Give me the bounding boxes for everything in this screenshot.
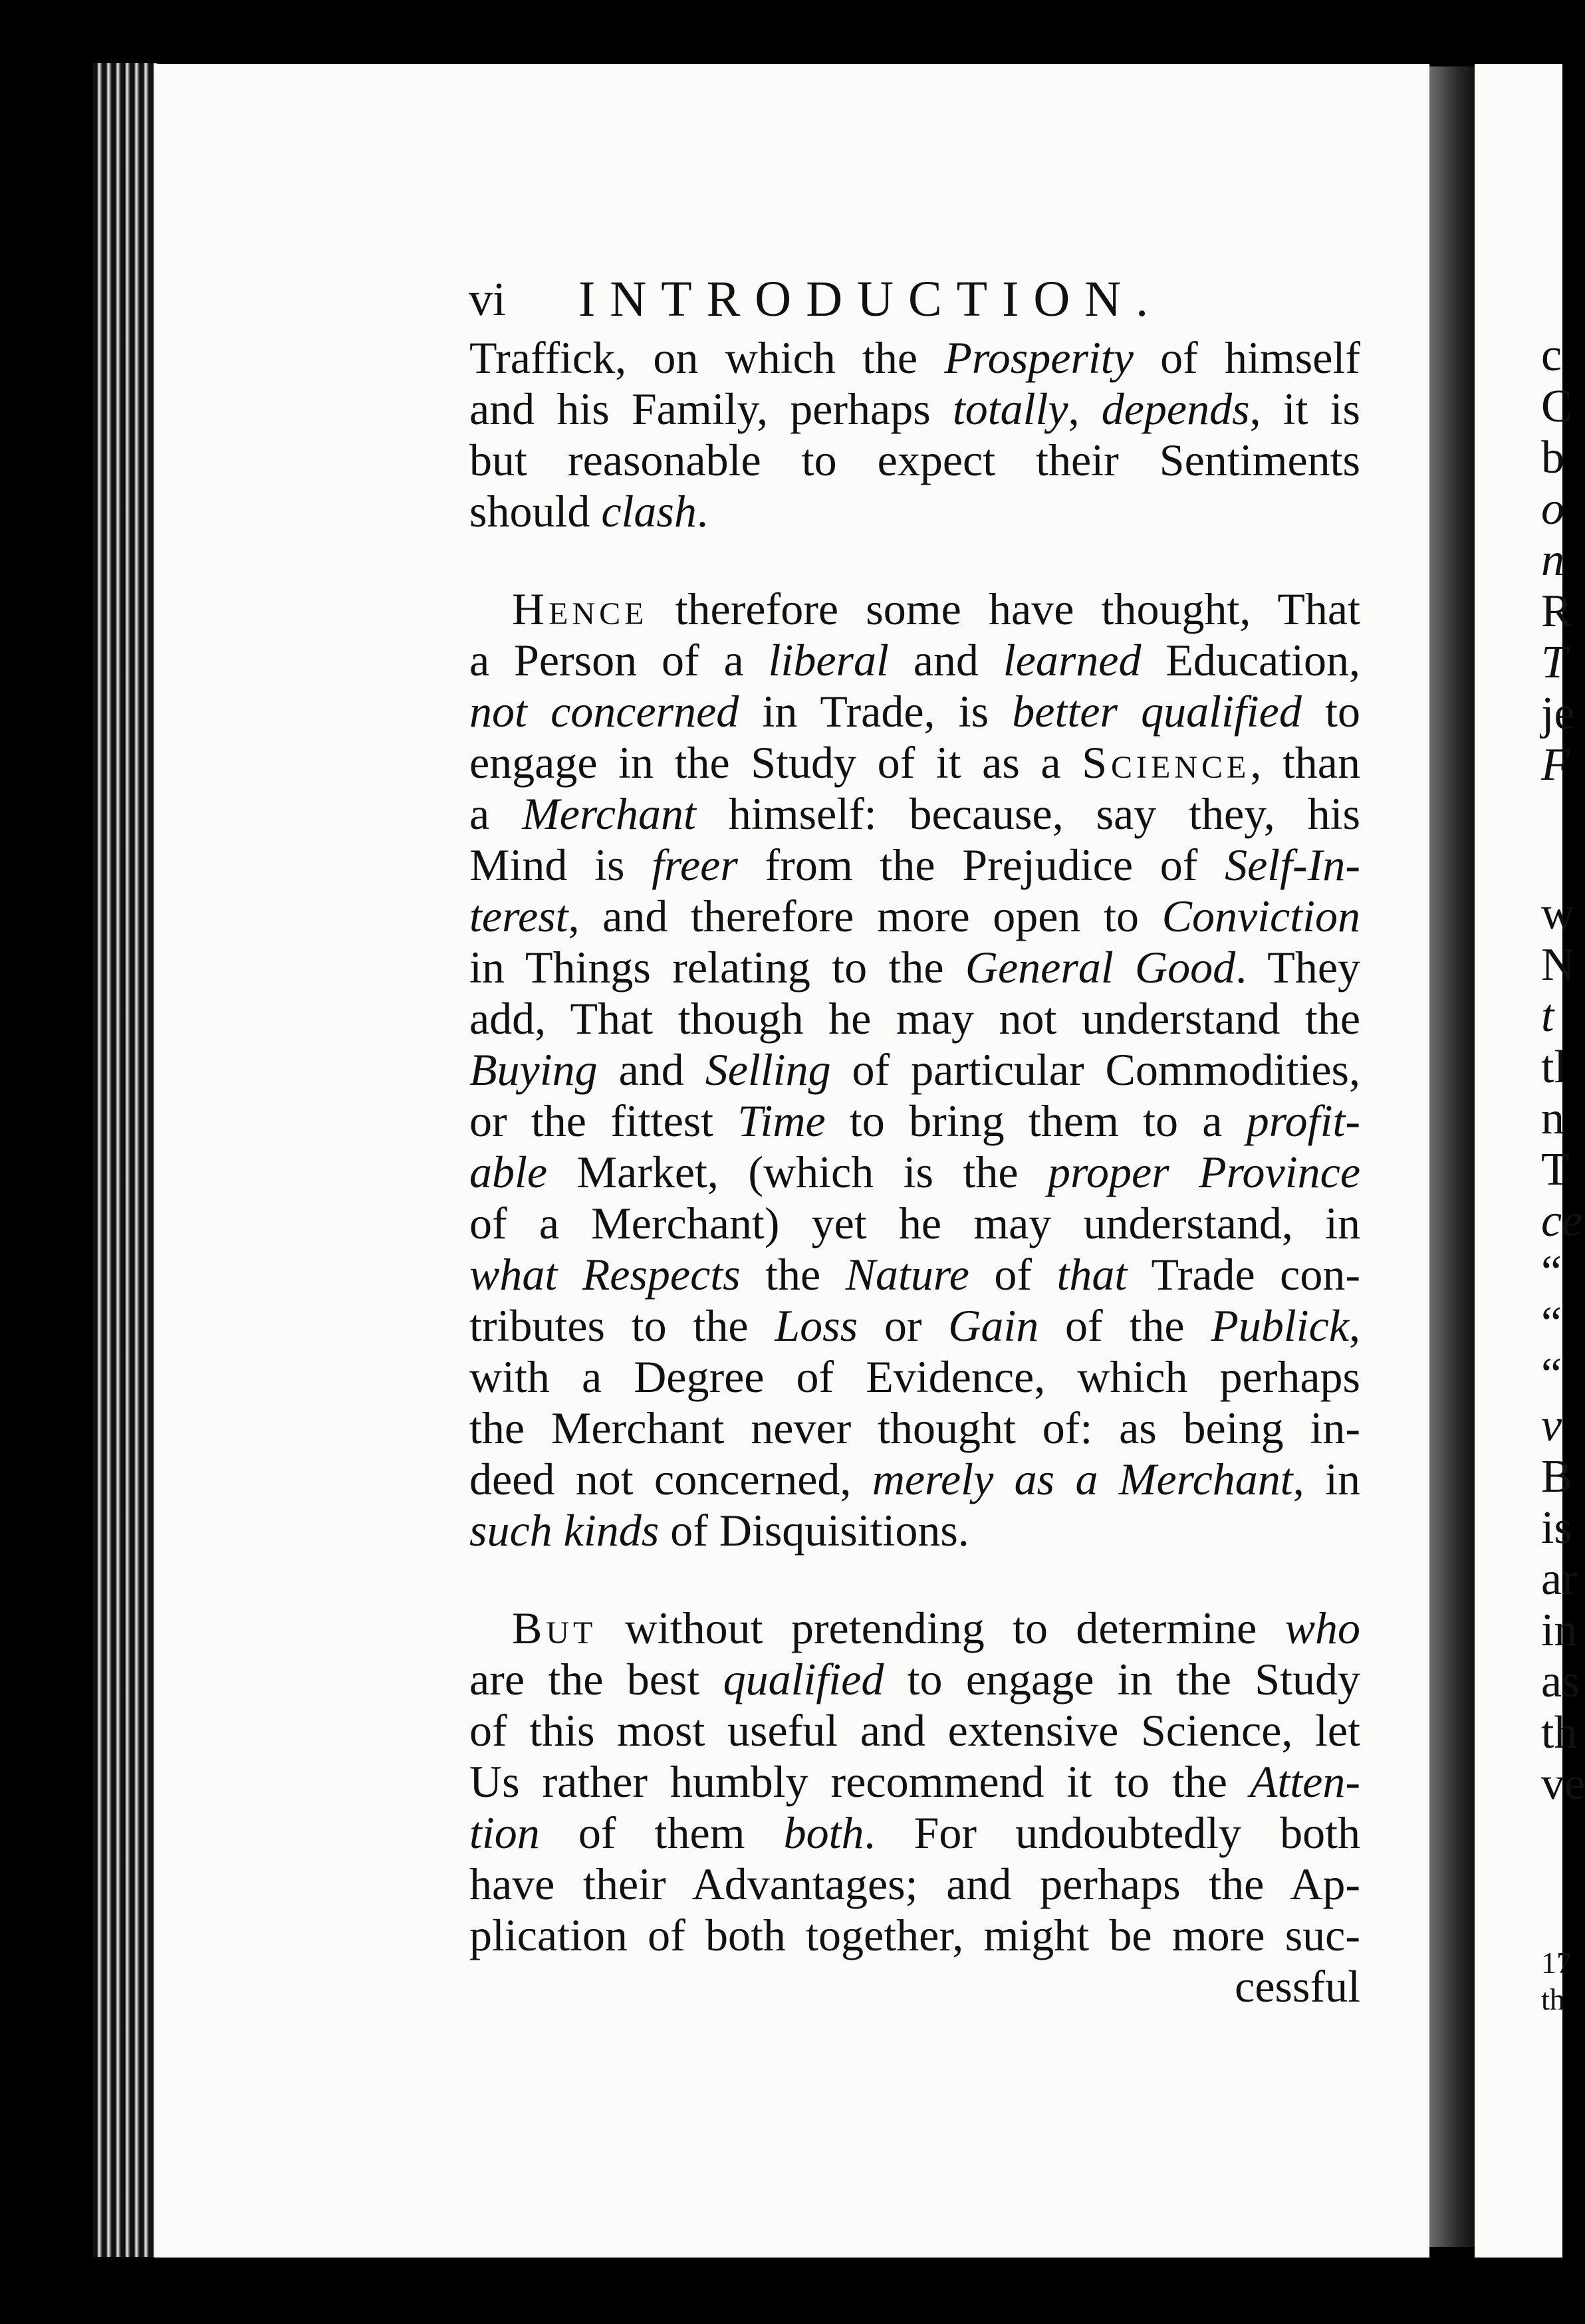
text-line: Hence therefore some have thought, That <box>512 584 1360 634</box>
text-line: in Things relating to the General Good. They <box>469 942 1360 992</box>
text-line: deed not concerned, merely as a Merchant, in <box>469 1454 1360 1504</box>
text-line: Mind is freer from the Prejudice of Self-In- <box>469 840 1360 890</box>
facing-page-fragment: 17 <box>1541 1946 1572 1980</box>
text-line: engage in the Study of it as a Science, than <box>469 737 1360 788</box>
text-line: a Person of a liberal and learned Education, <box>469 635 1361 685</box>
facing-page-fragment: o <box>1541 483 1564 534</box>
facing-page-fragment: “ <box>1541 1298 1562 1349</box>
facing-page-fragment: ve <box>1541 1758 1585 1809</box>
paragraph <box>469 332 1360 537</box>
text-line: such kinds of Disquisitions. <box>469 1505 969 1556</box>
facing-page-fragment: w <box>1541 888 1575 939</box>
catchword: cessful <box>1235 1961 1360 2012</box>
facing-page-fragment: as <box>1541 1656 1580 1707</box>
page-number: vi <box>469 273 507 326</box>
page-header <box>469 263 1273 336</box>
text-line: Buying and Selling of particular Commodities, <box>469 1044 1361 1095</box>
facing-page-fragment: n <box>1541 1093 1564 1144</box>
facing-page-fragment: v <box>1541 1400 1562 1451</box>
facing-page-fragment: n <box>1541 534 1564 586</box>
facing-page-fragment: in <box>1541 1605 1578 1656</box>
text-line: are the best qualified to engage in the Study <box>469 1654 1360 1704</box>
facing-page-fragment: tl <box>1541 1042 1567 1093</box>
facing-page-fragment: “ <box>1541 1246 1562 1298</box>
text-line: tion of them both. For undoubtedly both <box>469 1807 1360 1858</box>
facing-page-fragment: ar <box>1541 1554 1578 1605</box>
book-page-edges <box>93 63 160 2257</box>
text-line: but reasonable to expect their Sentiments <box>469 435 1360 485</box>
paragraph <box>469 584 1360 1556</box>
text-line: terest, and therefore more open to Conviction <box>469 891 1360 941</box>
page-gutter-shadow <box>1429 66 1476 2247</box>
facing-page-fragment: C <box>1541 381 1572 432</box>
facing-page-fragment: th <box>1541 1707 1578 1758</box>
text-line: what Respects the Nature of that Trade con- <box>469 1249 1360 1300</box>
facing-page-fragment: “ <box>1541 1349 1562 1400</box>
text-line: able Market, (which is the proper Province <box>469 1147 1360 1197</box>
text-line: or the fittest Time to bring them to a profit- <box>469 1096 1360 1146</box>
facing-page-fragment: T <box>1541 1144 1570 1195</box>
facing-page-fragment: c <box>1541 330 1562 381</box>
facing-page-fragment: t <box>1541 990 1554 1042</box>
text-line: tributes to the Loss or Gain of the Publick, <box>469 1300 1360 1351</box>
text-line: Traffick, on which the Prosperity of himself <box>469 332 1360 383</box>
running-title: INTRODUCTION. <box>578 271 1163 327</box>
facing-page-fragment: th <box>1541 1982 1565 2016</box>
text-line: a Merchant himself: because, say they, his <box>469 788 1360 839</box>
text-line: with a Degree of Evidence, which perhaps <box>469 1351 1360 1402</box>
text-line: But without pretending to determine who <box>512 1603 1360 1653</box>
text-line: the Merchant never thought of: as being in- <box>469 1403 1360 1453</box>
facing-page-fragment: B <box>1541 1451 1572 1502</box>
text-line: Us rather humbly recommend it to the Atten- <box>469 1756 1360 1807</box>
text-line: of a Merchant) yet he may understand, in <box>469 1198 1360 1248</box>
text-line: and his Family, perhaps totally, depends, it is <box>469 384 1360 434</box>
text-line: have their Advantages; and perhaps the Ap- <box>469 1859 1360 1909</box>
facing-page-fragment: ce <box>1541 1195 1583 1246</box>
body-text <box>469 332 1360 2012</box>
text-line: add, That though he may not understand the <box>469 993 1360 1044</box>
facing-page-fragment: F <box>1541 739 1570 790</box>
paragraph <box>469 1603 1360 1961</box>
facing-page-fragment: je <box>1541 688 1575 739</box>
facing-page-text <box>1541 0 1585 2324</box>
facing-page-fragment: is <box>1541 1502 1572 1554</box>
facing-page-fragment: R <box>1541 586 1572 637</box>
facing-page-fragment: T <box>1541 637 1567 688</box>
facing-page-fragment: N <box>1541 939 1575 990</box>
text-line: of this most useful and extensive Science, let <box>469 1705 1360 1756</box>
text-line: should clash. <box>469 486 708 536</box>
text-line: not concerned in Trade, is better qualified to <box>469 686 1360 737</box>
text-line: plication of both together, might be more suc- <box>469 1910 1360 1960</box>
facing-page-fragment: b <box>1541 432 1564 483</box>
